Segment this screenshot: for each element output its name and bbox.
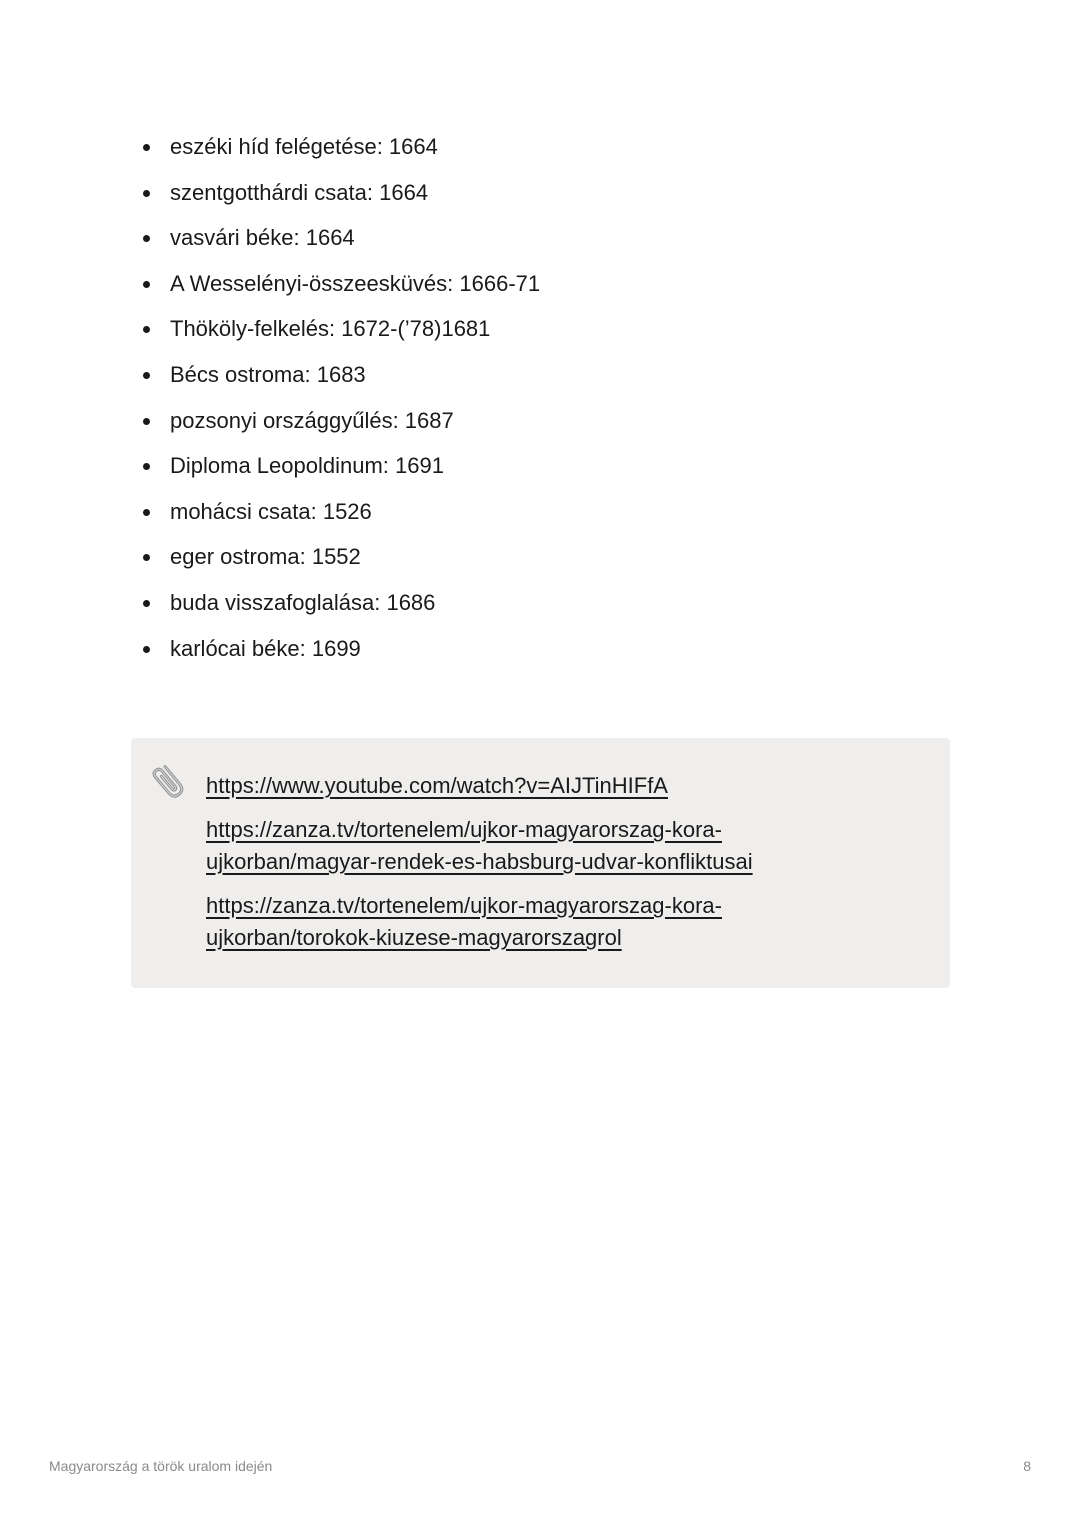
zanza-link-conflicts[interactable] [206, 814, 926, 878]
list-item [140, 580, 540, 626]
list-item-text: vasvári béke: 1664 [170, 225, 355, 251]
paperclip-icon [149, 758, 193, 802]
list-item-text: szentgotthárdi csata: 1664 [170, 179, 429, 205]
bullet-dot [143, 600, 150, 607]
link-text: https://zanza.tv/tortenelem/ujkor-magyarorszag-kora- [206, 817, 722, 842]
list-item [140, 306, 540, 352]
list-item-text: eger ostroma: 1552 [170, 544, 361, 570]
bullet-dot [143, 326, 150, 333]
list-item-text: eszéki híd felégetése: 1664 [170, 134, 438, 159]
footer-document-title: Magyarország a török uralom idején [49, 1458, 273, 1474]
link-text: ujkorban/torokok-kiuzese-magyarorszagrol [206, 925, 622, 950]
youtube-link[interactable] [206, 770, 926, 802]
link-text: https://zanza.tv/tortenelem/ujkor-magyarorszag-kora- [206, 893, 722, 918]
link-list [206, 770, 926, 966]
links-callout [131, 738, 950, 988]
bullet-dot [143, 144, 150, 151]
list-item-text: mohácsi csata: 1526 [170, 498, 372, 524]
list-item-text: Thököly-felkelés: 1672-(’78)1681 [170, 316, 491, 342]
list-item-text: Bécs ostroma: 1683 [170, 361, 366, 387]
bullet-dot [143, 418, 150, 425]
bullet-dot [143, 190, 150, 197]
list-item [140, 170, 540, 216]
list-item-text: Diploma Leopoldinum: 1691 [170, 453, 444, 479]
bullet-dot [143, 281, 150, 288]
list-item [140, 489, 540, 535]
list-item [140, 215, 540, 261]
list-item [140, 352, 540, 398]
bullet-dot [143, 372, 150, 379]
bullet-dot [143, 554, 150, 561]
list-item [140, 261, 540, 307]
link-text: ujkorban/magyar-rendek-es-habsburg-udvar-konfliktusai [206, 849, 753, 874]
list-item [140, 398, 540, 444]
list-item [140, 626, 540, 672]
link-text: https://www.youtube.com/watch?v=AIJTinHIFfA [206, 773, 668, 798]
list-item-text: pozsonyi országgyűlés: 1687 [170, 407, 454, 433]
list-item [140, 534, 540, 580]
bullet-dot [143, 509, 150, 516]
list-item-text: A Wesselényi-összeesküvés: 1666-71 [170, 270, 541, 296]
bullet-dot [143, 646, 150, 653]
list-item [140, 124, 540, 170]
footer-page-number: 8 [1023, 1458, 1031, 1474]
list-item [140, 443, 540, 489]
bullet-dot [143, 463, 150, 470]
zanza-link-expulsion[interactable] [206, 890, 926, 954]
bullet-dot [143, 235, 150, 242]
event-list [140, 124, 540, 671]
list-item-text: karlócai béke: 1699 [170, 635, 361, 661]
list-item-text: buda visszafoglalása: 1686 [170, 589, 436, 615]
